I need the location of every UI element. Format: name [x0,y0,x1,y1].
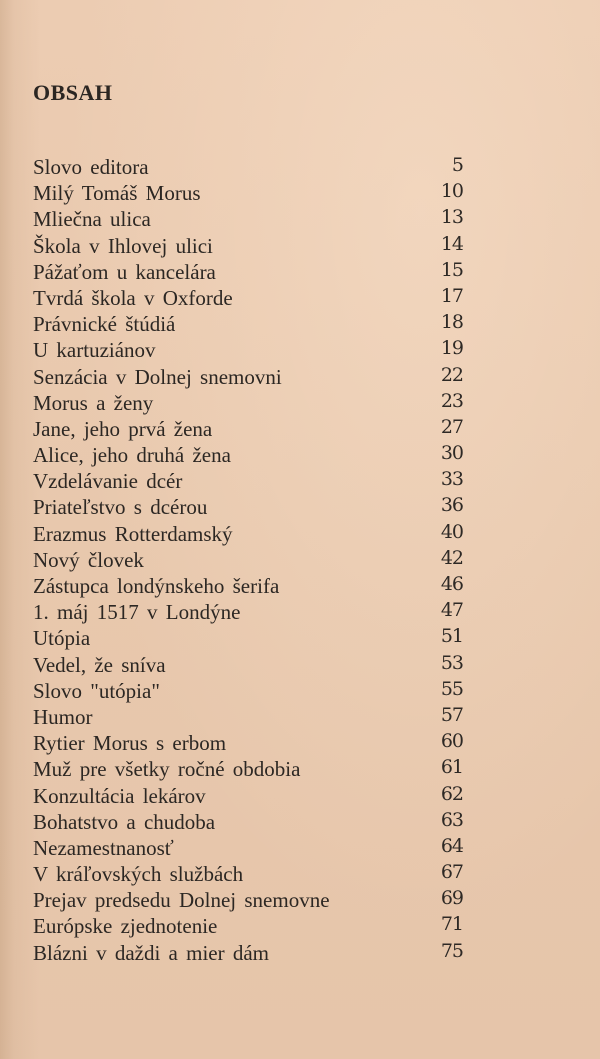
toc-entry-page-number: 33 [440,468,463,491]
table-of-contents [33,154,463,966]
toc-entry [33,468,463,494]
toc-entry [33,547,463,573]
toc-entry-title: Bohatstvo a chudoba [33,809,216,834]
toc-entry [33,835,463,861]
toc-entry [33,704,463,730]
toc-entry-page-number: 17 [440,284,463,307]
toc-entry [33,652,463,678]
toc-entry-title: Prejav predsedu Dolnej snemovne [33,888,330,913]
toc-entry-page-number: 60 [440,730,463,753]
toc-entry [33,390,463,416]
toc-entry [33,809,463,835]
toc-entry-page-number: 23 [440,389,463,412]
toc-entry-title: Nezamestnanosť [33,835,174,860]
toc-entry [33,783,463,809]
toc-entry-title: Škola v Ihlovej ulici [33,233,213,258]
toc-entry [33,940,463,966]
toc-entry-page-number: 46 [440,573,463,595]
toc-entry-title: Právnické štúdiá [33,312,176,337]
toc-entry-page-number: 53 [440,651,463,674]
toc-entry-title: Slovo "utópia" [33,678,160,703]
toc-entry-title: Nový človek [33,547,144,572]
toc-entry-page-number: 71 [440,913,463,936]
toc-entry [33,494,463,520]
toc-entry-page-number: 64 [440,834,463,857]
toc-entry-title: Morus a ženy [33,390,154,415]
toc-entry [33,364,463,390]
toc-entry [33,599,463,625]
toc-entry [33,285,463,311]
toc-entry-page-number: 42 [440,546,463,569]
toc-entry-page-number: 47 [440,599,463,622]
toc-entry-title: 1. máj 1517 v Londýne [33,600,241,625]
toc-entry-page-number: 67 [440,861,463,884]
toc-entry [33,861,463,887]
toc-entry-title: Humor [33,704,93,729]
toc-entry-page-number: 55 [440,677,463,700]
toc-entry-page-number: 63 [440,808,463,831]
toc-entry-page-number: 69 [440,887,463,910]
toc-entry-title: Muž pre všetky ročné obdobia [33,757,301,782]
toc-entry-page-number: 36 [440,494,463,517]
toc-entry [33,259,463,285]
toc-entry [33,206,463,232]
toc-entry-title: Alice, jeho druhá žena [33,443,231,468]
toc-entry-title: Priateľstvo s dcérou [33,495,208,520]
toc-entry-title: Rytier Morus s erbom [33,731,227,756]
toc-entry [33,311,463,337]
toc-entry-title: Utópia [33,626,91,651]
toc-entry-page-number: 57 [440,703,463,726]
toc-entry [33,154,463,180]
toc-entry-title: Slovo editora [33,155,149,179]
toc-entry-title: Zástupca londýnskeho šerifa [33,574,280,598]
toc-entry [33,180,463,206]
toc-entry-title: Mliečna ulica [33,207,151,232]
toc-entry-title: Pážaťom u kancelára [33,259,216,284]
toc-entry-page-number: 15 [440,258,463,281]
toc-entry [33,337,463,363]
toc-entry [33,678,463,704]
toc-entry-title: U kartuziánov [33,338,156,363]
toc-entry-page-number: 61 [440,756,463,779]
toc-entry-page-number: 51 [440,625,463,648]
toc-entry-title: Senzácia v Dolnej snemovni [33,364,282,389]
toc-entry-title: Konzultácia lekárov [33,783,206,808]
toc-entry [33,521,463,547]
toc-entry-title: Erazmus Rotterdamský [33,521,233,546]
toc-entry-page-number: 18 [440,311,463,334]
toc-entry-title: Blázni v daždi a mier dám [33,940,270,965]
toc-entry [33,756,463,782]
toc-entry-title: Jane, jeho prvá žena [33,416,213,441]
toc-entry-title: Milý Tomáš Morus [33,181,201,206]
toc-entry-page-number: 14 [440,232,463,255]
toc-entry-page-number: 10 [440,180,463,203]
toc-entry [33,730,463,756]
toc-entry-page-number: 13 [440,206,463,229]
toc-entry-page-number: 27 [440,415,463,438]
toc-entry [33,233,463,259]
toc-entry-page-number: 5 [451,154,463,176]
toc-entry [33,625,463,651]
toc-entry-title: Vzdelávanie dcér [33,469,183,494]
toc-entry-page-number: 40 [440,520,463,543]
toc-entry-page-number: 30 [440,442,463,465]
toc-entry-title: Európske zjednotenie [33,914,218,939]
toc-entry [33,416,463,442]
toc-entry-title: Tvrdá škola v Oxforde [33,285,233,310]
toc-entry [33,887,463,913]
toc-entry [33,913,463,939]
toc-entry-page-number: 22 [440,363,463,386]
toc-entry-page-number: 19 [440,337,463,360]
toc-entry-page-number: 62 [440,782,463,805]
toc-entry [33,442,463,468]
toc-entry-page-number: 75 [440,939,463,962]
toc-entry [33,573,463,599]
toc-entry-title: Vedel, že sníva [33,652,166,677]
page-title: OBSAH [33,80,113,105]
toc-entry-title: V kráľovských službách [33,862,244,887]
